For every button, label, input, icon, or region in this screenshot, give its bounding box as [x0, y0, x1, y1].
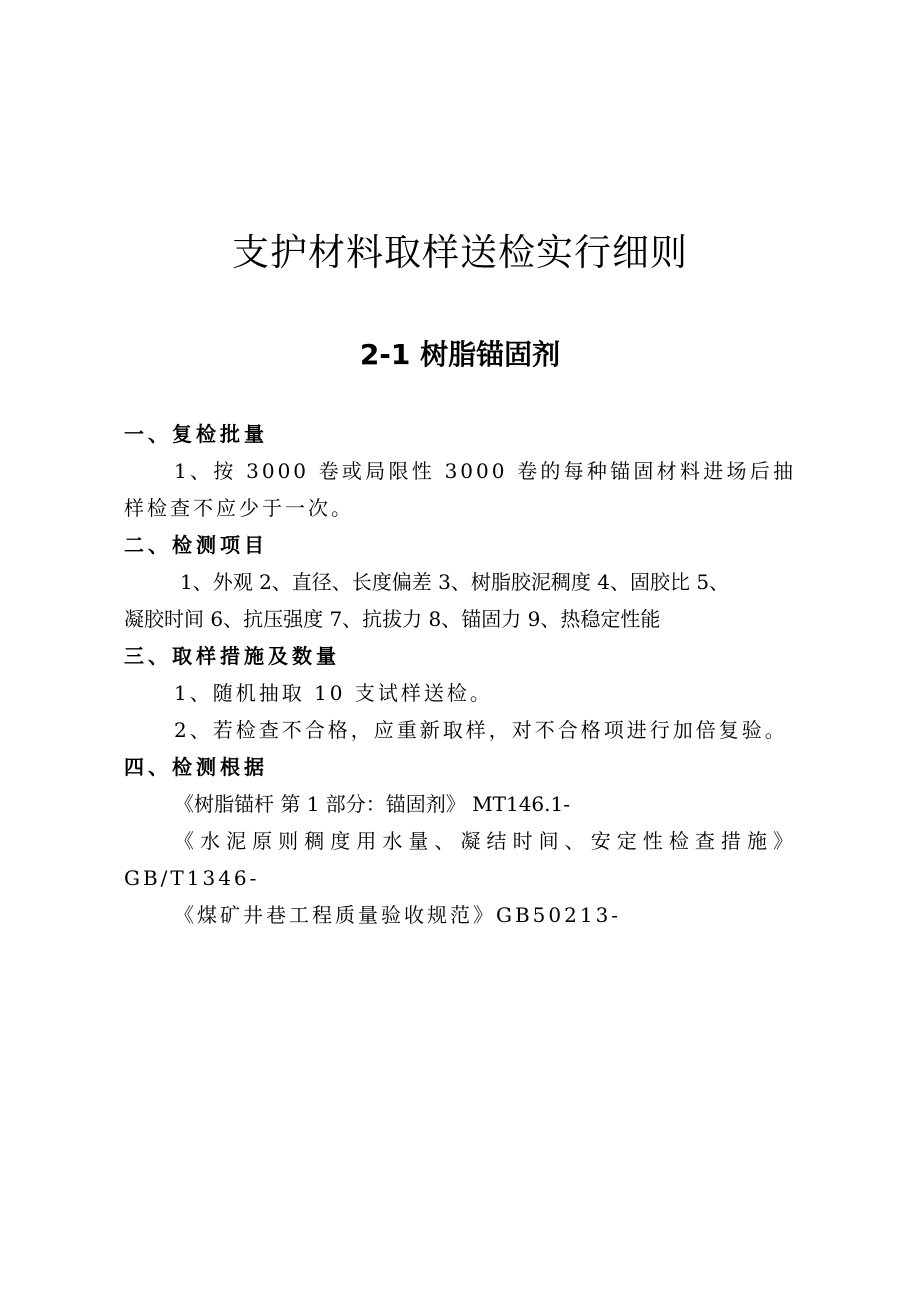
heading-basis: 四、检测根据 — [124, 755, 268, 779]
test-items-line-2: 凝胶时间 6、抗压强度 7、抗拔力 8、锚固力 9、热稳定性能 — [124, 607, 661, 631]
paragraph-batch: 1、按 3000 卷或局限性 3000 卷的每种锚固材料进场后抽样检查不应少于一次。 — [124, 459, 796, 520]
reference-mt146: 《树脂锚杆 第 1 部分：锚固剂》 MT146.1- — [174, 792, 570, 816]
reference-gbt1346: 《水泥原则稠度用水量、凝结时间、安定性检查措施》GB/T1346- — [124, 829, 796, 890]
heading-batch: 一、复检批量 — [124, 422, 268, 446]
paragraph-sampling-1: 1、随机抽取 10 支试样送检。 — [174, 681, 493, 705]
heading-test-items: 二、检测项目 — [124, 533, 268, 557]
document-title: 支护材料取样送检实行细则 — [232, 231, 688, 274]
reference-gb50213: 《煤矿井巷工程质量验收规范》GB50213- — [174, 903, 622, 927]
paragraph-sampling-2: 2、若检查不合格，应重新取样，对不合格项进行加倍复验。 — [174, 718, 788, 742]
document-body — [124, 416, 796, 934]
heading-sampling: 三、取样措施及数量 — [124, 644, 340, 668]
test-items-line-1: 1、外观 2、直径、长度偏差 3、树脂胶泥稠度 4、固胶比 5、 — [180, 570, 730, 594]
section-title: 2-1 树脂锚固剂 — [359, 338, 561, 371]
